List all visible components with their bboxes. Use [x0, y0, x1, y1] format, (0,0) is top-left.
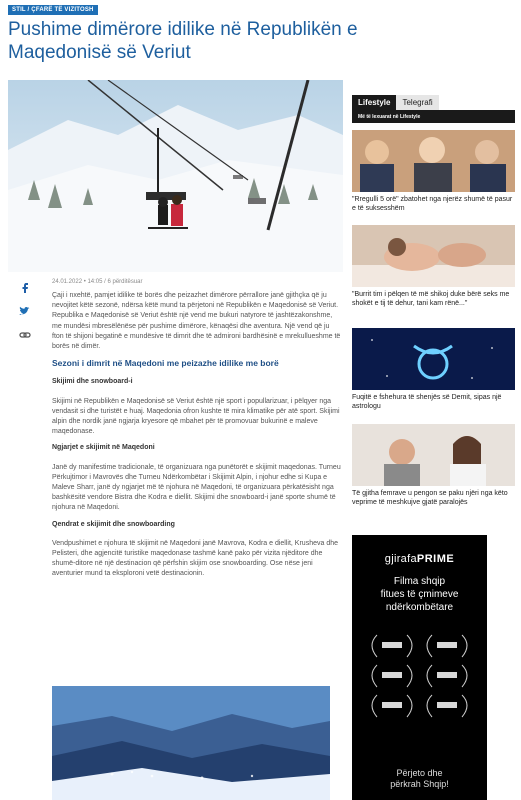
- category-badge[interactable]: STIL / ÇFARË TË VIZITOSH: [8, 5, 98, 15]
- twitter-icon[interactable]: [18, 304, 32, 318]
- most-read-header: Më të lexuarat në Lifestyle: [352, 110, 515, 123]
- copy-link-icon[interactable]: [18, 328, 32, 342]
- ad-footer: Përjeto dhe përkrah Shqip!: [390, 768, 449, 789]
- ad-headline-2: fitues të çmimeve: [380, 589, 459, 600]
- paragraph-centers: Vendpushimet e njohura të skijimit në Maqedoni janë Mavrova, Kodra e diellit, Krusheva dhe Pelisteri, dhe agjencitë turistike maqedonase tashmë kanë pako për vizita njëditore dhe shumë-ditore në një destinacion që përfshin skijim ose snowboarding. Ose nëse jeni aventurier mund ta eksploroni vetë destinacionin.: [52, 539, 338, 578]
- facebook-icon[interactable]: [18, 280, 32, 294]
- article-meta: 24.01.2022 • 14:05 / 6 përditësuar: [52, 279, 143, 285]
- news-caption[interactable]: "Burrit tim i pëlqen të më shikoj duke bërë seks me shokët e tij të dehur, tani kam rënë...": [352, 291, 510, 307]
- section-heading: Sezoni i dimrit në Maqedoni me peizazhe idilike me borë: [52, 358, 279, 369]
- news-caption[interactable]: Fuqitë e fshehura të shenjës së Demit, sipas një astrologu: [352, 394, 502, 410]
- gjirafa-prime-ad[interactable]: [352, 535, 487, 800]
- news-item-1[interactable]: [352, 130, 515, 213]
- page-title: Pushime dimërore idilike në Republikën e Maqedonisë së Veriut: [8, 19, 358, 63]
- paragraph-skiing: Skijimi në Republikën e Maqedonisë së Veriut është një sport i popullarizuar, i pëlqyer nga vendasit si dhe turistët e huaj. Maqedonia ofron kushte të mira klimatike për atë sport. Skijimi alpin dhe nordik janë ngjarja kryesore që mbahet për të promovuar bukurinë e maleve maqedonase.: [52, 397, 340, 436]
- subheading-centers: Qendrat e skijimit dhe snowboarding: [52, 520, 175, 528]
- ad-headline-3: ndërkombëtare: [385, 602, 454, 613]
- article-body: [52, 291, 342, 586]
- news-thumb-couple[interactable]: [352, 225, 515, 287]
- share-buttons: [18, 280, 34, 352]
- tab-telegrafi[interactable]: Telegrafi: [396, 95, 438, 110]
- ad-headline-1: Filma shqip: [393, 576, 446, 587]
- sidebar-tabs: [352, 95, 515, 110]
- news-thumb-taurus[interactable]: [352, 328, 515, 390]
- tab-lifestyle[interactable]: Lifestyle: [352, 95, 396, 110]
- ad-logo: gjirafaPRIME: [384, 553, 455, 565]
- subheading-skiing: Skijimi dhe snowboard-i: [52, 378, 133, 386]
- news-item-2[interactable]: [352, 225, 515, 308]
- news-caption[interactable]: "Rregulli 5 orë" zbatohet nga njerëz shumë të pasur e të suksesshëm: [352, 196, 513, 212]
- news-thumb-businessmen[interactable]: [352, 130, 515, 192]
- sidebar: [352, 95, 515, 506]
- hero-image-ski-lift: [8, 80, 343, 272]
- paragraph-events: Janë dy manifestime tradicionale, të organizuara nga punëtorët e skijimit maqedonas. Turneu Përkujtimor i Mavrovës dhe Turneu Ndërkombëtar i Skijimit Alpin, i njohur edhe si Kupa e Maleve Sharr, janë dy ngjarjet më të njohura në Maqedoni, të organizuara përkatësisht nga bashkësitë vendore Bistra dhe Kodra e diellit. Skijimi dhe snowboard-i janë sporte shumë të njohura në Maqedoni.: [52, 463, 341, 512]
- award-laurels: [352, 620, 487, 740]
- news-item-3[interactable]: [352, 328, 515, 411]
- news-item-4[interactable]: [352, 424, 515, 507]
- news-caption[interactable]: Të gjitha femrave u pengon se paku njëri nga këto veprime të meshkujve gjatë paralojës: [352, 490, 508, 506]
- subheading-events: Ngjarjet e skijimit në Maqedoni: [52, 444, 155, 452]
- news-thumb-couple-2[interactable]: [352, 424, 515, 486]
- night-ski-resort-image: [52, 686, 330, 800]
- article-intro: Çaji i nxehtë, pamjet idilike të borës dhe peizazhet dimërore përrallore janë gjithçka që ju nevojitet këtë sezonë, ndërsa këtë mund ta përjetoni në Republikën e Maqedonisë së Veriut. Republika e Maqedonisë së Veriut është një vend me bukuri natyrore të jashtëzakonshme, me mundësi mbresëlënëse për pushime dimërore, kënaqësi dhe aventura. Një vend që ju fton të shijoni begatinë e mundësive të dimrit dhe të admironi bardhësinë e mrekullueshme të borës në dimër.: [52, 292, 341, 351]
